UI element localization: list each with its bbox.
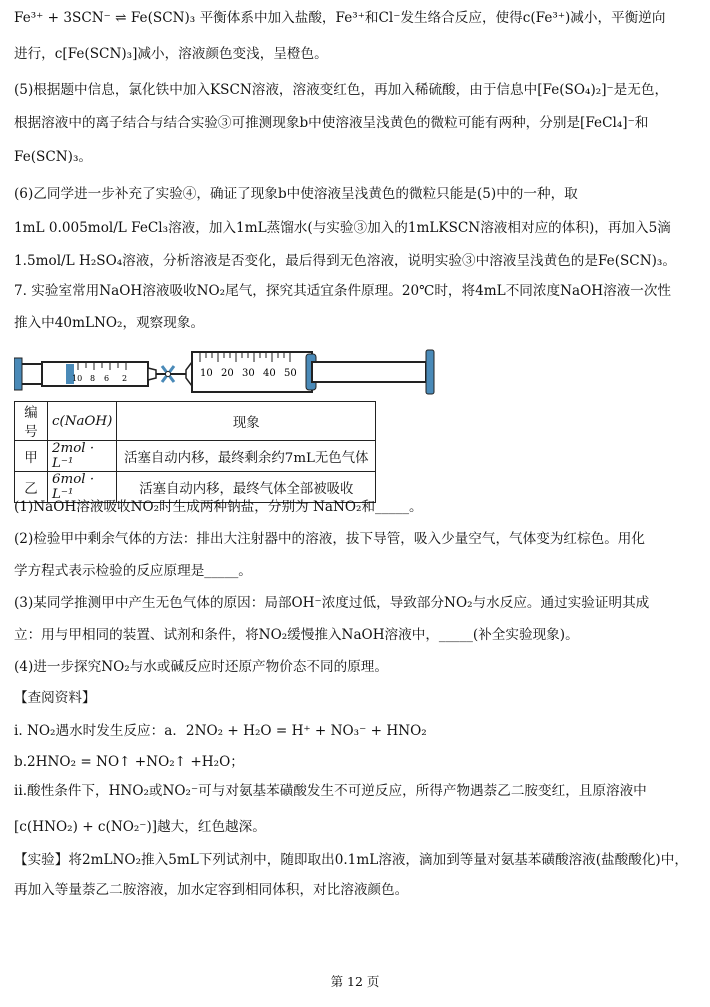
row-1-phenomenon: 活塞自动内移，最终剩余约7mL无色气体 [117,441,376,472]
large-scale-label-40: 40 [263,368,276,379]
small-syringe-tip [148,368,156,380]
text-line-19: b.2HNO₂ = NO↑ +NO₂↑ +H₂O； [14,754,244,770]
text-line-11: (1)NaOH溶液吸收NO₂时生成两种钠盐，分别为 NaNO₂和_____。 [14,499,423,515]
syringe-apparatus-diagram [14,348,444,396]
text-line-15: 立：用与甲相同的装置、试剂和条件，将NO₂缓慢推入NaOH溶液中，_____(补全实验现象)。 [14,627,579,643]
text-line-4: 根据溶液中的离子结合与结合实验③可推测现象b中使溶液呈浅黄色的微粒可能有两种，分别是[FeCl₄]⁻和 [14,115,649,131]
header-cell-id: 编号 [15,402,48,441]
small-scale-label-2: 8 [90,374,96,383]
large-syringe-thumb [426,350,434,394]
large-syringe-plunger-rod [312,362,426,382]
text-line-18: i. NO₂遇水时发生反应：a．2NO₂ + H₂O = H⁺ + NO₃⁻ + HNO₂ [14,723,427,739]
text-line-6: (6)乙同学进一步补充了实验④，确证了现象b中使溶液呈浅黄色的微粒只能是(5)中的一种，取 [14,186,578,202]
small-scale-label-4: 2 [122,374,128,383]
text-line-13: 学方程式表示检验的反应原理是_____。 [14,563,252,579]
small-syringe-thumb [14,358,22,390]
large-scale-label-20: 20 [221,368,234,379]
text-line-22: 【实验】将2mLNO₂推入5mL下列试剂中，随即取出0.1mL溶液，滴加到等量对氨基苯磺酸溶液(盐酸酸化)中， [14,852,688,868]
small-scale-label-3: 6 [104,374,110,383]
row-1-concentration: 2mol · L⁻¹ [48,441,117,472]
header-cell-concentration: c(NaOH) [48,402,117,441]
text-line-23: 再加入等量萘乙二胺溶液，加水定容到相同体积，对比溶液颜色。 [14,882,409,898]
row-2-id: 乙 [15,472,48,503]
text-line-1: Fe³⁺ + 3SCN⁻ ⇌ Fe(SCN)₃ 平衡体系中加入盐酸，Fe³⁺和Cl⁻发生络合反应，使得c(Fe³⁺)减小，平衡逆向 [14,10,666,26]
text-line-12: (2)检验甲中剩余气体的方法：排出大注射器中的溶液，拔下导管，吸入少量空气，气体变为红棕色。用化 [14,531,645,547]
row-2-phenomenon: 活塞自动内移，最终气体全部被吸收 [117,472,376,503]
observation-table [14,401,376,503]
text-line-20: ii.酸性条件下，HNO₂或NO₂⁻可与对氨基苯磺酸发生不可逆反应，所得产物遇萘乙二胺变红，且原溶液中 [14,783,647,799]
text-line-3: (5)根据题中信息，氯化铁中加入KSCN溶液，溶液变红色，再加入稀硫酸，由于信息中[Fe(SO₄)₂]⁻是无色， [14,82,669,98]
small-scale-label-1: 10 [72,374,83,383]
page-number: 第 12 页 [330,974,380,989]
header-cell-phenomenon: 现象 [117,402,376,441]
row-2-concentration: 6mol · L⁻¹ [48,472,117,503]
text-line-7: 1mL 0.005mol/L FeCl₃溶液，加入1mL蒸馏水(与实验③加入的1mLKSCN溶液相对应的体积)，再加入5滴 [14,220,671,236]
table-row [15,441,376,472]
row-1-id: 甲 [15,441,48,472]
text-line-8: 1.5mol/L H₂SO₄溶液，分析溶液是否变化，最后得到无色溶液，说明实验③中溶液呈浅黄色的是Fe(SCN)₃。 [14,253,676,269]
text-line-16: (4)进一步探究NO₂与水或碱反应时还原产物价态不同的原理。 [14,659,388,675]
text-line-10: 推入中40mLNO₂，观察现象。 [14,315,205,331]
text-line-9: 7. 实验室常用NaOH溶液吸收NO₂尾气，探究其适宜条件原理。20℃时，将4mL不同浓度NaOH溶液一次性 [14,283,672,299]
text-line-5: Fe(SCN)₃。 [14,149,92,165]
small-syringe-plunger-end [20,364,42,384]
large-scale-label-50: 50 [284,368,297,379]
table-header-row [15,402,376,441]
text-line-21: [c(HNO₂) + c(NO₂⁻)]越大，红色越深。 [14,819,266,835]
text-line-2: 进行，c[Fe(SCN)₃]减小，溶液颜色变浅，呈橙色。 [14,46,328,62]
large-scale-label-10: 10 [200,368,213,379]
text-line-17: 【查阅资料】 [14,690,96,706]
large-scale-label-30: 30 [242,368,255,379]
text-line-14: (3)某同学推测甲中产生无色气体的原因：局部OH⁻浓度过低，导致部分NO₂与水反应。通过实验证明其成 [14,595,650,611]
